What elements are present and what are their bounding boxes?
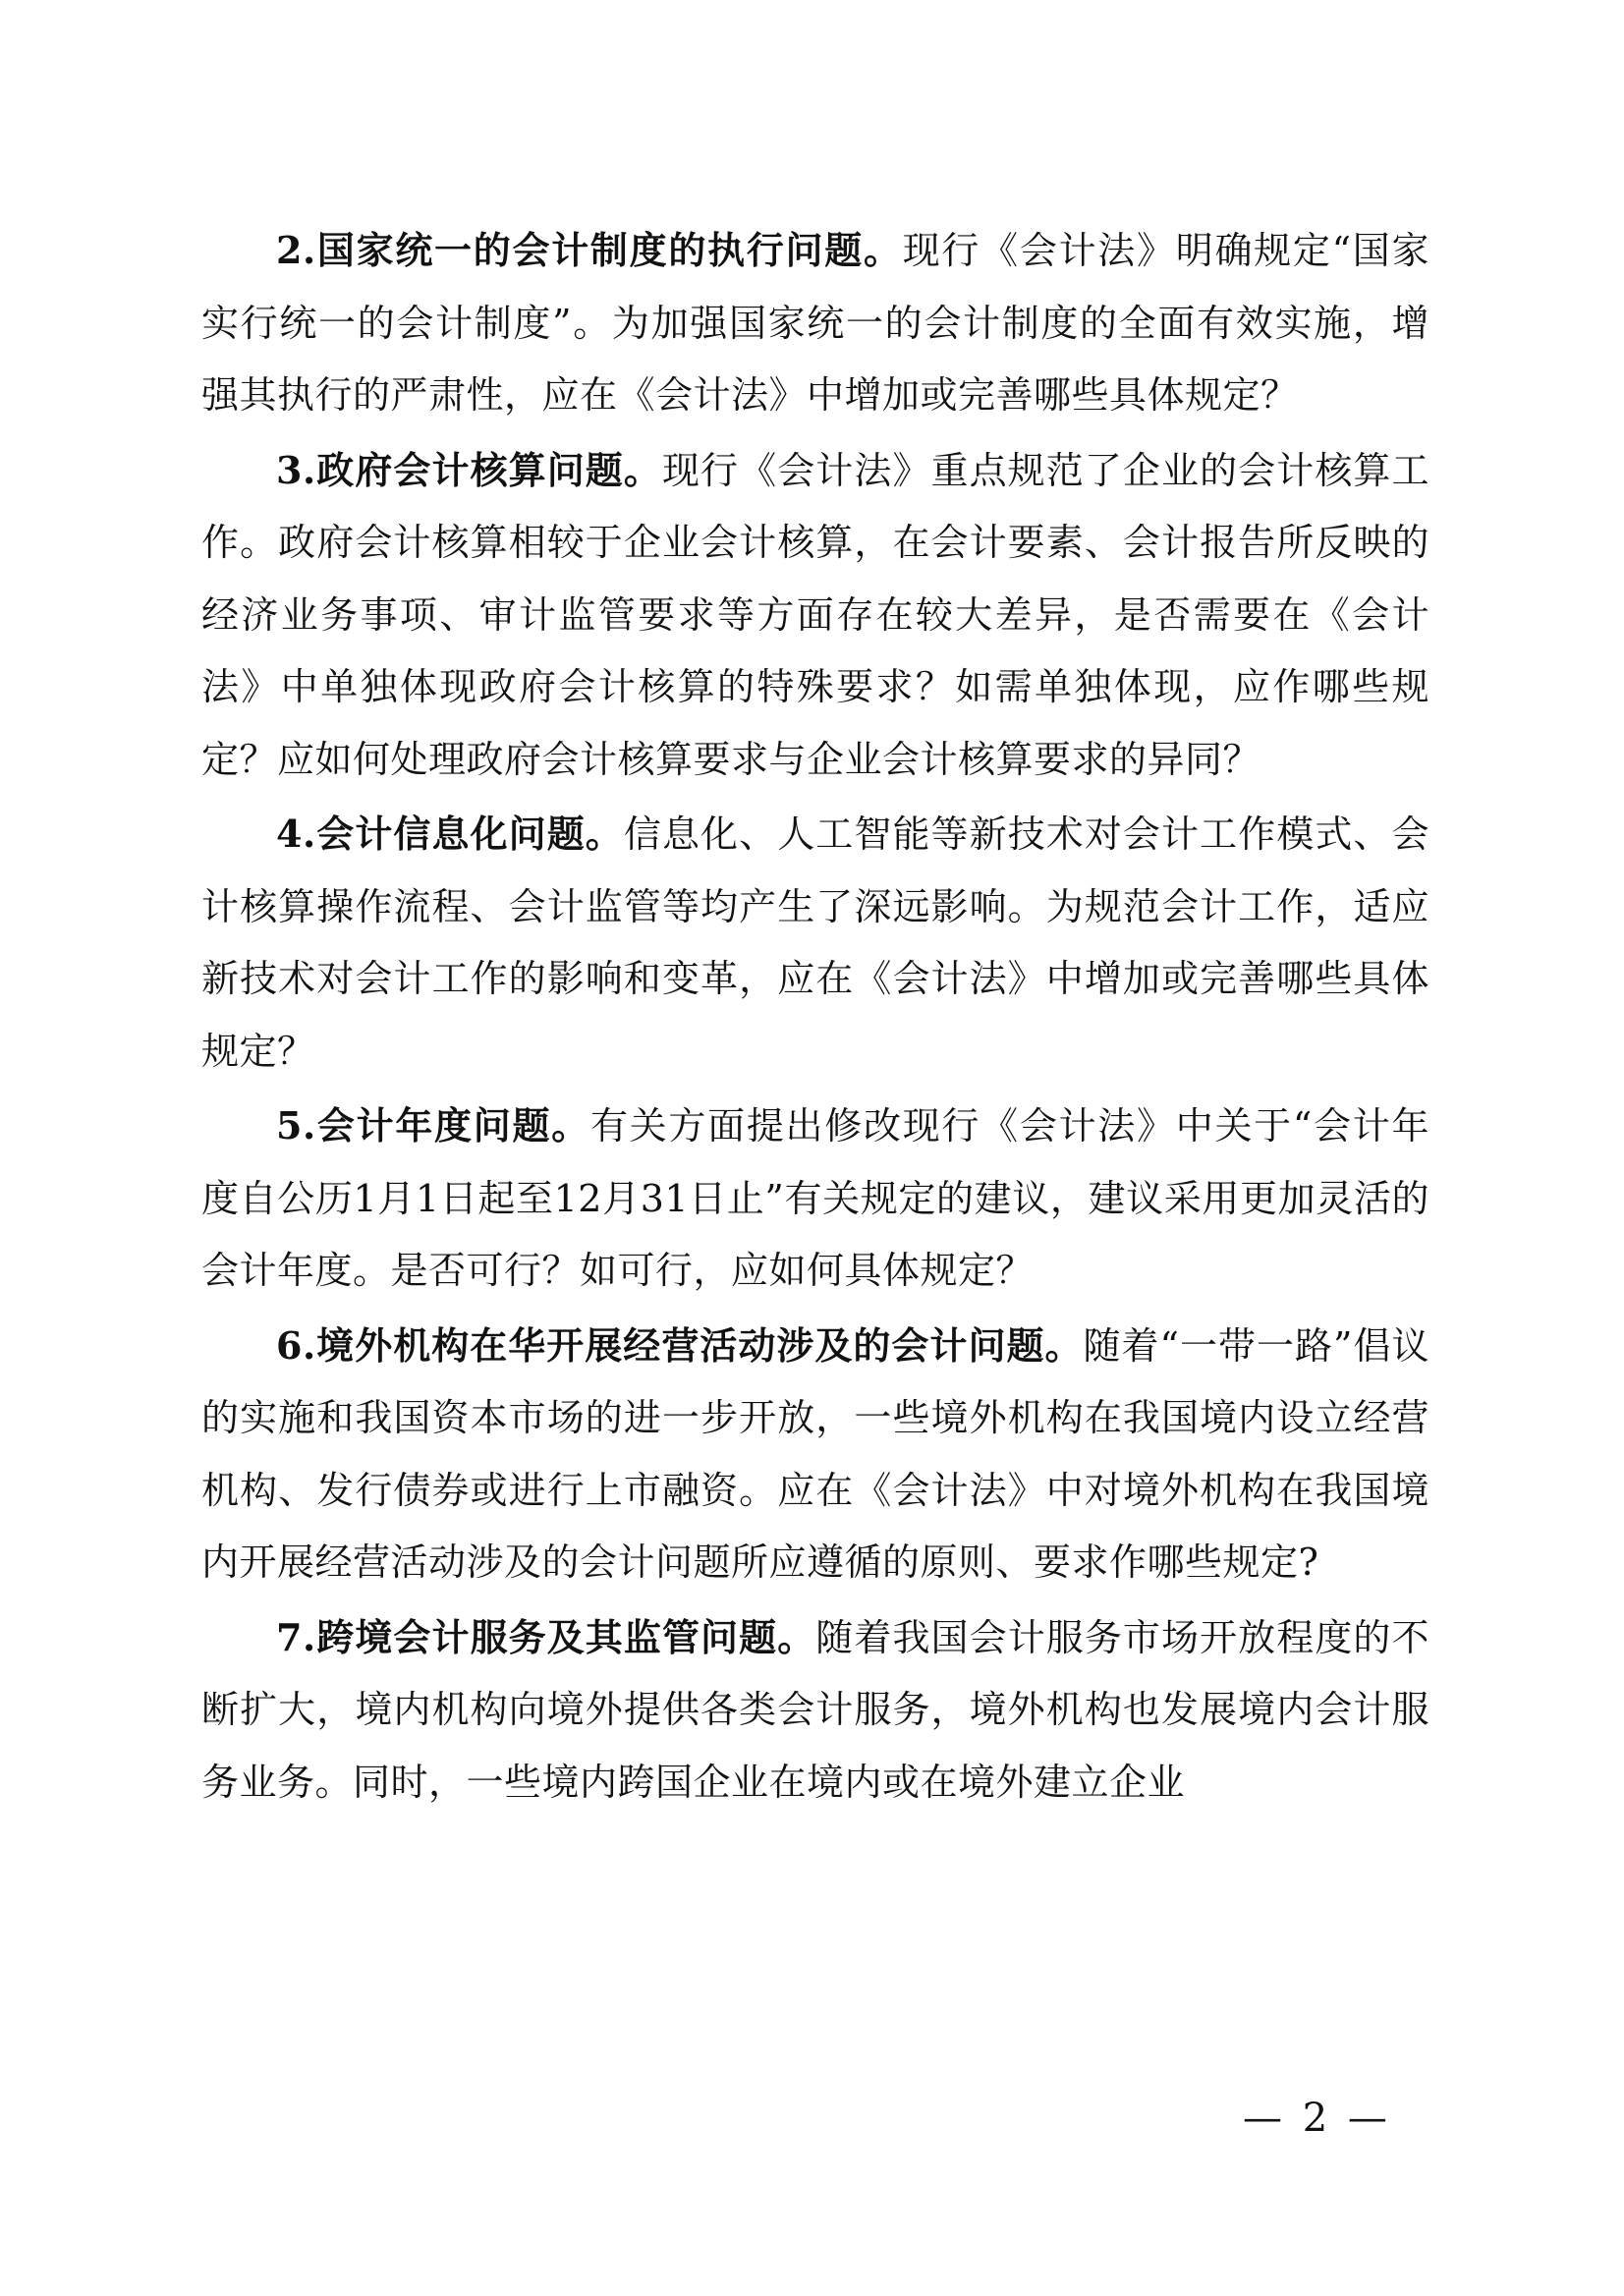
paragraph-6 [201, 1310, 1429, 1599]
paragraph-text: 有关方面提出修改现行《会计法》中关于“会计年度自公历1月1日起至12月31日止”有关规定的建议，建议采用更加灵活的会计年度。是否可行？如可行，应如何具体规定？ [201, 1104, 1429, 1292]
paragraph-7 [201, 1601, 1429, 1820]
paragraph-text: 现行《会计法》重点规范了企业的会计核算工作。政府会计核算相较于企业会计核算，在会计要素、会计报告所反映的经济业务事项、审计监管要求等方面存在较大差异，是否需要在《会计法》中单独体现政府会计核算的特殊要求？如需单独体现，应作哪些规定？应如何处理政府会计核算要求与企业会计核算要求的异同？ [201, 448, 1429, 781]
paragraph-heading: 3.政府会计核算问题。 [276, 447, 662, 492]
page-number: — 2 — [1243, 2096, 1391, 2141]
paragraph-text: 随着“一带一路”倡议的实施和我国资本市场的进一步开放，一些境外机构在我国境内设立经营机构、发行债券或进行上市融资。应在《会计法》中对境外机构在我国境内开展经营活动涉及的会计问题所应遵循的原则、要求作哪些规定? [201, 1323, 1429, 1584]
paragraph-heading: 6.境外机构在华开展经营活动涉及的会计问题。 [276, 1322, 1084, 1368]
paragraph-heading: 7.跨境会计服务及其监管问题。 [276, 1614, 816, 1659]
paragraph-2 [201, 214, 1429, 432]
document-body [201, 214, 1429, 1819]
paragraph-heading: 4.会计信息化问题。 [276, 812, 624, 856]
paragraph-text: 现行《会计法》明确规定“国家实行统一的会计制度”。为加强国家统一的会计制度的全面有效实施，增强其执行的严肃性，应在《会计法》中增加或完善哪些具体规定？ [201, 229, 1429, 417]
paragraph-heading: 2.国家统一的会计制度的执行问题。 [276, 228, 903, 272]
paragraph-heading: 5.会计年度问题。 [276, 1103, 590, 1148]
paragraph-text: 随着我国会计服务市场开放程度的不断扩大，境内机构向境外提供各类会计服务，境外机构也发展境内会计服务业务。同时，一些境内跨国企业在境内或在境外建立企业 [201, 1615, 1429, 1804]
paragraph-5 [201, 1090, 1429, 1308]
paragraph-4 [201, 798, 1429, 1088]
paragraph-3 [201, 434, 1429, 797]
paragraph-text: 信息化、人工智能等新技术对会计工作模式、会计核算操作流程、会计监管等均产生了深远影响。为规范会计工作，适应新技术对会计工作的影响和变革，应在《会计法》中增加或完善哪些具体规定？ [201, 812, 1429, 1073]
